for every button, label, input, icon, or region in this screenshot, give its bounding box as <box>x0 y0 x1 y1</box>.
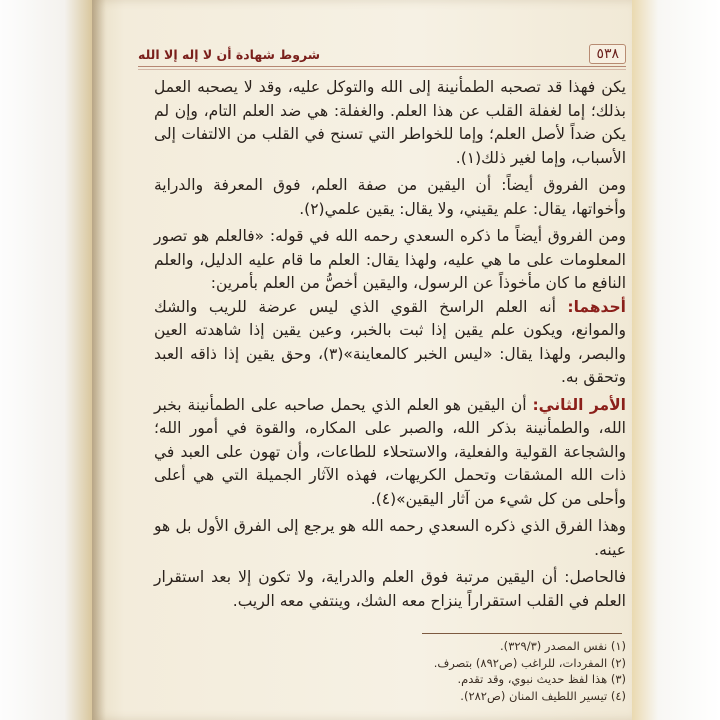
footnote-separator <box>422 633 622 634</box>
footnote-2: (٢) المفردات، للراغب (ص٨٩٢) بتصرف. <box>433 655 626 670</box>
paragraph-1: يكن فهذا قد تصحبه الطمأنينة إلى الله والتوكل عليه، وقد لا يصحبه العمل بذلك؛ إما لغفلة القلب عن هذا العلم. والغفلة: هي ضد العلم التام، وإن لم يكن ضداً لأصل العلم؛ وإما للخواطر التي تسنح في القلب من الالتفات إلى الأسباب، وإما لغير ذلك(١). <box>154 78 626 167</box>
main-text <box>154 76 626 613</box>
paragraph-2: ومن الفروق أيضاً: أن اليقين من صفة العلم، فوق المعرفة والدراية وأخواتها، يقال: علم يقيني، ولا يقال: يقين علمي(٢). <box>154 176 626 218</box>
header-rule-secondary <box>138 69 626 70</box>
paragraph-5 <box>154 394 626 512</box>
page-header <box>138 42 626 66</box>
paragraph-6: وهذا الفرق الذي ذكره السعدي رحمه الله هو يرجع إلى الفرق الأول بل هو عينه. <box>154 517 626 559</box>
paragraph-5-text: أن اليقين هو العلم الذي يحمل صاحبه على الطمأنينة بخبر الله، والطمأنينة بذكر الله، والصبر على المكاره، والقوة في أمور الله؛ والشجاعة القولية والفعلية، والاستحلاء للطاعات، وأن تهون على العبد في ذات الله المشقات وتحمل الكريهات، فهذه الآثار الجميلة التي هي أعلى وأحلى من كل شيء من آثار اليقين»(٤). <box>154 395 626 508</box>
term-second-matter: الأمر الثاني: <box>532 395 626 414</box>
paragraph-7: فالحاصل: أن اليقين مرتبة فوق العلم والدراية، ولا تكون إلا بعد استقرار العلم في القلب استقراراً ينزاح معه الشك، وينتفي معه الريب. <box>154 568 626 610</box>
footnote-1: (١) نفس المصدر (٣٢٩/٣). <box>500 639 626 653</box>
running-title: شروط شهادة أن لا إله إلا الله <box>138 46 321 62</box>
term-first-matter: أحدهما: <box>567 297 626 316</box>
footnote-4: (٤) تيسير اللطيف المنان (ص٢٨٢). <box>460 688 626 703</box>
footnotes <box>154 638 626 704</box>
page-number: ٥٣٨ <box>589 44 626 64</box>
adjacent-page-edge-right <box>632 0 720 720</box>
paragraph-4 <box>154 296 626 390</box>
book-page <box>92 0 632 720</box>
spine-shadow <box>92 0 106 720</box>
adjacent-page-edge-left <box>0 0 92 720</box>
footnote-3: (٣) هذا لفظ حديث نبوي، وقد تقدم. <box>457 672 626 686</box>
header-rule <box>138 66 626 67</box>
paragraph-4-text: أنه العلم الراسخ القوي الذي ليس عرضة للريب والشك والموانع، ويكون علم يقين إذا ثبت بالخبر، وعين يقين إذا شاهدته العين والبصر، ولهذا يقال: «ليس الخبر كالمعاينة»(٣)، وحق يقين إذا ذاقه العبد وتحقق به. <box>154 297 626 386</box>
paragraph-3: ومن الفروق أيضاً ما ذكره السعدي رحمه الله في قوله: «فالعلم هو تصور المعلومات على ما هي عليه، ولهذا يقال: العلم ما قام عليه الدليل، والعلم النافع ما كان مأخوذاً عن الرسول، واليقين أخصُّ من العلم بأمرين: <box>154 227 626 292</box>
